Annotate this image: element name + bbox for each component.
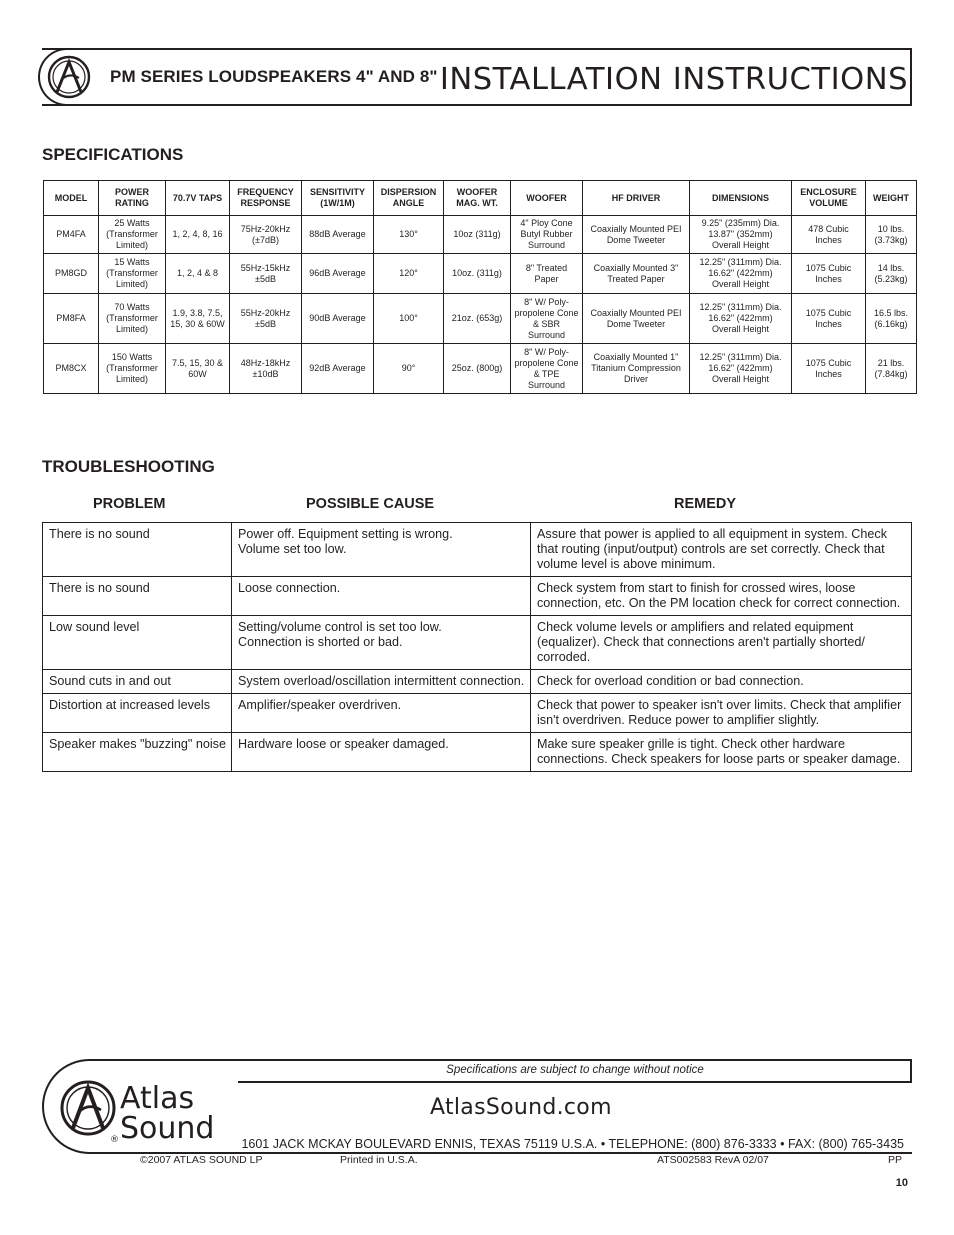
remedy-column-header: REMEDY [674,496,737,512]
column-header: 70.7V TAPS [166,181,230,216]
table-row [44,294,917,344]
table-cell: 96dB Average [302,254,374,294]
remedy-cell: Check that power to speaker isn't over limits. Check that amplifier isn't overdriven. Reduce power to amplifier slightly. [531,694,912,733]
problem-cell: Low sound level [43,616,232,670]
table-cell: 55Hz-20kHz ±5dB [230,294,302,344]
table-cell: 10oz. (311g) [444,254,511,294]
table-cell: 1075 Cubic Inches [792,254,866,294]
cause-cell [232,733,531,772]
column-header: WOOFER MAG. WT. [444,181,511,216]
table-cell: 70 Watts (Transformer Limited) [99,294,166,344]
table-cell: PM8FA [44,294,99,344]
table-cell: 12.25" (311mm) Dia. 16.62" (422mm) Overall Height [690,294,792,344]
table-row [43,523,912,577]
table-row [43,670,912,694]
table-cell: 12.25" (311mm) Dia. 16.62" (422mm) Overall Height [690,344,792,394]
cause-line: Power off. Equipment setting is wrong. [238,527,453,541]
table-cell: Coaxially Mounted 3" Treated Paper [583,254,690,294]
table-cell: 12.25" (311mm) Dia. 16.62" (422mm) Overall Height [690,254,792,294]
table-cell: 14 lbs. (5.23kg) [866,254,917,294]
table-row [43,694,912,733]
column-header: DIMENSIONS [690,181,792,216]
table-cell: 10 lbs. (3.73kg) [866,216,917,254]
cause-line: Connection is shorted or bad. [238,635,403,649]
specifications-heading: SPECIFICATIONS [42,145,184,164]
table-cell: 1075 Cubic Inches [792,344,866,394]
column-header: MODEL [44,181,99,216]
table-cell: 9.25" (235mm) Dia. 13.87" (352mm) Overall Height [690,216,792,254]
document-id: ATS002583 RevA 02/07 [657,1154,769,1166]
cause-line: System overload/oscillation intermittent connection. [238,674,525,688]
column-header: WOOFER [511,181,583,216]
remedy-cell: Check volume levels or amplifiers and related equipment (equalizer). Check that connections aren't partially shorted/ corroded. [531,616,912,670]
website-url: AtlasSound.com [430,1095,612,1120]
troubleshooting-table [42,522,912,772]
table-cell: 16.5 lbs. (6.16kg) [866,294,917,344]
table-cell: 1.9, 3.8, 7.5, 15, 30 & 60W [166,294,230,344]
table-cell: Coaxially Mounted 1" Titanium Compression Driver [583,344,690,394]
table-cell: 150 Watts (Transformer Limited) [99,344,166,394]
table-cell: 1, 2, 4 & 8 [166,254,230,294]
table-cell: 8" Treated Paper [511,254,583,294]
logo-text-sound: Sound [120,1111,215,1144]
cause-line: Amplifier/speaker overdriven. [238,698,402,712]
document-subtitle: PM SERIES LOUDSPEAKERS 4" AND 8" [110,67,438,86]
table-cell: 92dB Average [302,344,374,394]
column-header: HF DRIVER [583,181,690,216]
cause-cell [232,670,531,694]
cause-line: Hardware loose or speaker damaged. [238,737,449,751]
cause-cell [232,616,531,670]
table-cell: 88dB Average [302,216,374,254]
cause-cell [232,694,531,733]
specifications-table [43,180,917,394]
table-cell: 130° [374,216,444,254]
column-header: DISPERSION ANGLE [374,181,444,216]
table-cell: 75Hz-20kHz (±7dB) [230,216,302,254]
cause-column-header: POSSIBLE CAUSE [306,496,435,512]
table-cell: 25oz. (800g) [444,344,511,394]
cause-cell [232,577,531,616]
atlas-circle-logo-icon [45,54,93,100]
document-title: INSTALLATION INSTRUCTIONS [439,62,908,97]
page-number: 10 [895,1177,908,1189]
table-cell: 48Hz-18kHz ±10dB [230,344,302,394]
column-header: FREQUENCY RESPONSE [230,181,302,216]
column-header: SENSITIVITY (1W/1M) [302,181,374,216]
troubleshooting-heading: TROUBLESHOOTING [42,457,215,476]
remedy-cell: Check for overload condition or bad connection. [531,670,912,694]
table-cell: PM8CX [44,344,99,394]
table-cell: 1, 2, 4, 8, 16 [166,216,230,254]
table-cell: Coaxially Mounted PEI Dome Tweeter [583,216,690,254]
spec-change-notice: Specifications are subject to change without notice [446,1064,704,1076]
table-cell: 8" W/ Poly-propolene Cone & TPE Surround [511,344,583,394]
atlas-sound-logo [58,1078,234,1144]
registered-mark: ® [110,1135,119,1144]
column-header: POWER RATING [99,181,166,216]
company-address: 1601 JACK MCKAY BOULEVARD ENNIS, TEXAS 75119 U.S.A. • TELEPHONE: (800) 876-3333 • FAX: (800) 765-3435 [241,1137,904,1151]
table-cell: 21oz. (653g) [444,294,511,344]
table-row [43,577,912,616]
table-cell: Coaxially Mounted PEI Dome Tweeter [583,294,690,344]
table-cell: PM4FA [44,216,99,254]
table-cell: 8" W/ Poly-propolene Cone & SBR Surround [511,294,583,344]
table-cell: 10oz (311g) [444,216,511,254]
column-header: ENCLOSURE VOLUME [792,181,866,216]
problem-cell: There is no sound [43,523,232,577]
table-row [44,254,917,294]
table-row [43,733,912,772]
cause-line: Setting/volume control is set too low. [238,620,442,634]
table-cell: 21 lbs. (7.84kg) [866,344,917,394]
printed-in: Printed in U.S.A. [340,1154,418,1166]
table-cell: 90dB Average [302,294,374,344]
column-header: WEIGHT [866,181,917,216]
table-cell: 4" Ploy Cone Butyl Rubber Surround [511,216,583,254]
copyright: ©2007 ATLAS SOUND LP [140,1154,263,1166]
table-cell: 1075 Cubic Inches [792,294,866,344]
table-row [44,216,917,254]
table-cell: 25 Watts (Transformer Limited) [99,216,166,254]
pp-code: PP [887,1154,902,1166]
cause-cell [232,523,531,577]
remedy-cell: Assure that power is applied to all equipment in system. Check that routing (input/output) controls are set correctly. Check that volume level is above minimum. [531,523,912,577]
atlas-circle-logo-icon [62,1082,114,1134]
table-cell: 100° [374,294,444,344]
remedy-cell: Check system from start to finish for crossed wires, loose connection, etc. On the PM location check for correct connection. [531,577,912,616]
problem-cell: Distortion at increased levels [43,694,232,733]
cause-line: Loose connection. [238,581,341,595]
table-cell: 7.5, 15, 30 & 60W [166,344,230,394]
table-row [44,344,917,394]
problem-cell: Sound cuts in and out [43,670,232,694]
table-cell: 120° [374,254,444,294]
specifications-header-row [44,181,917,216]
table-cell: 90° [374,344,444,394]
problem-cell: There is no sound [43,577,232,616]
table-row [43,616,912,670]
table-cell: 478 Cubic Inches [792,216,866,254]
remedy-cell: Make sure speaker grille is tight. Check other hardware connections. Check speakers for loose parts or speaker damage. [531,733,912,772]
cause-line: Volume set too low. [238,542,347,556]
table-cell: PM8GD [44,254,99,294]
table-cell: 55Hz-15kHz ±5dB [230,254,302,294]
problem-column-header: PROBLEM [93,496,166,512]
logo-text-atlas: Atlas [120,1081,195,1116]
problem-cell: Speaker makes "buzzing" noise [43,733,232,772]
table-cell: 15 Watts (Transformer Limited) [99,254,166,294]
